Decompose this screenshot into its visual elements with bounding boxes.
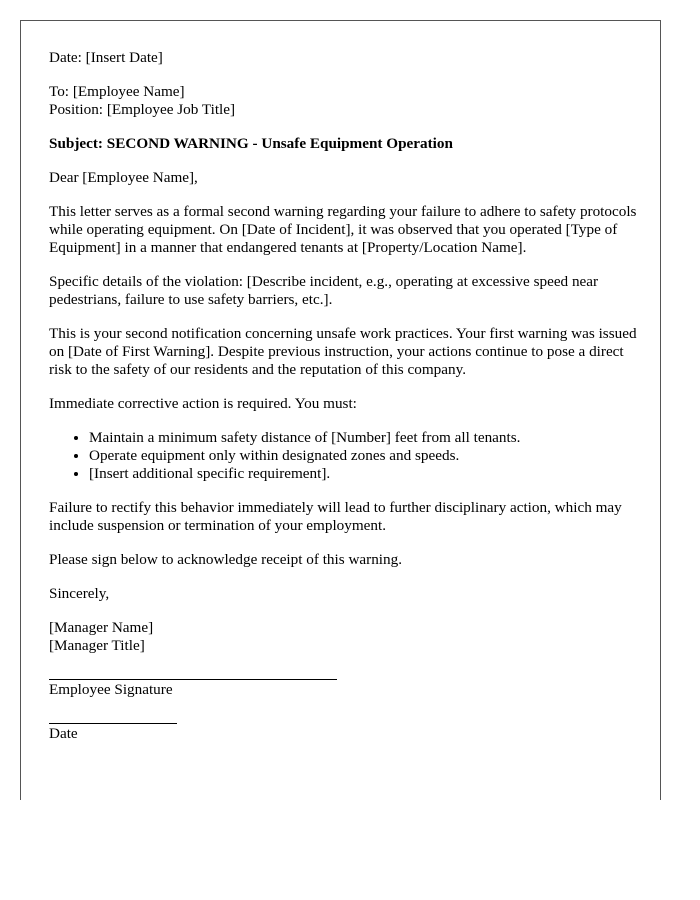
- employee-signature-line: [49, 679, 337, 680]
- paragraph-violation-details: Specific details of the violation: [Describe incident, e.g., operating at excessive speed near pedestrians, failure to use safety barriers, etc.].: [49, 273, 599, 308]
- closing: Sincerely,: [49, 585, 110, 602]
- requirements-list: [49, 429, 639, 483]
- list-item: • Maintain a minimum safety distance of [Number] feet from all tenants.: [89, 429, 639, 447]
- letter-page: [20, 20, 661, 800]
- header-block: [49, 49, 639, 67]
- manager-title: [Manager Title]: [49, 637, 145, 654]
- employee-signature-block: [49, 679, 639, 699]
- date-signature-block: [49, 723, 639, 743]
- paragraph-corrective-action: Immediate corrective action is required. You must:: [49, 395, 357, 412]
- paragraph-second-notice: This is your second notification concerning unsafe work practices. Your first warning was issued on [Date of First Warning]. Despite previous instruction, your actions continue to pose a direct risk to the safety of our residents and the reputation of this company.: [49, 325, 637, 378]
- date-signature-line: [49, 723, 177, 724]
- date-signature-label: Date: [49, 725, 78, 742]
- list-item: • Operate equipment only within designated zones and speeds.: [89, 447, 639, 465]
- subject-line: Subject: SECOND WARNING - Unsafe Equipment Operation: [49, 135, 453, 152]
- manager-block: [49, 619, 639, 655]
- list-item: • [Insert additional specific requirement].: [89, 465, 639, 483]
- recipient-block: [49, 83, 639, 119]
- paragraph-incident: This letter serves as a formal second warning regarding your failure to adhere to safety protocols while operating equipment. On [Date of Incident], it was observed that you operated [Type of Equipment] in a manner that endangered tenants at [Property/Location Name].: [49, 203, 637, 256]
- salutation: Dear [Employee Name],: [49, 169, 198, 186]
- position-line: Position: [Employee Job Title]: [49, 101, 236, 118]
- date-line: Date: [Insert Date]: [49, 49, 163, 66]
- paragraph-acknowledge: Please sign below to acknowledge receipt of this warning.: [49, 551, 403, 568]
- manager-name: [Manager Name]: [49, 619, 154, 636]
- employee-signature-label: Employee Signature: [49, 681, 173, 698]
- letter-body: [49, 49, 639, 743]
- to-line: To: [Employee Name]: [49, 83, 185, 100]
- paragraph-consequence: Failure to rectify this behavior immediately will lead to further disciplinary action, which may include suspension or termination of your employment.: [49, 499, 622, 534]
